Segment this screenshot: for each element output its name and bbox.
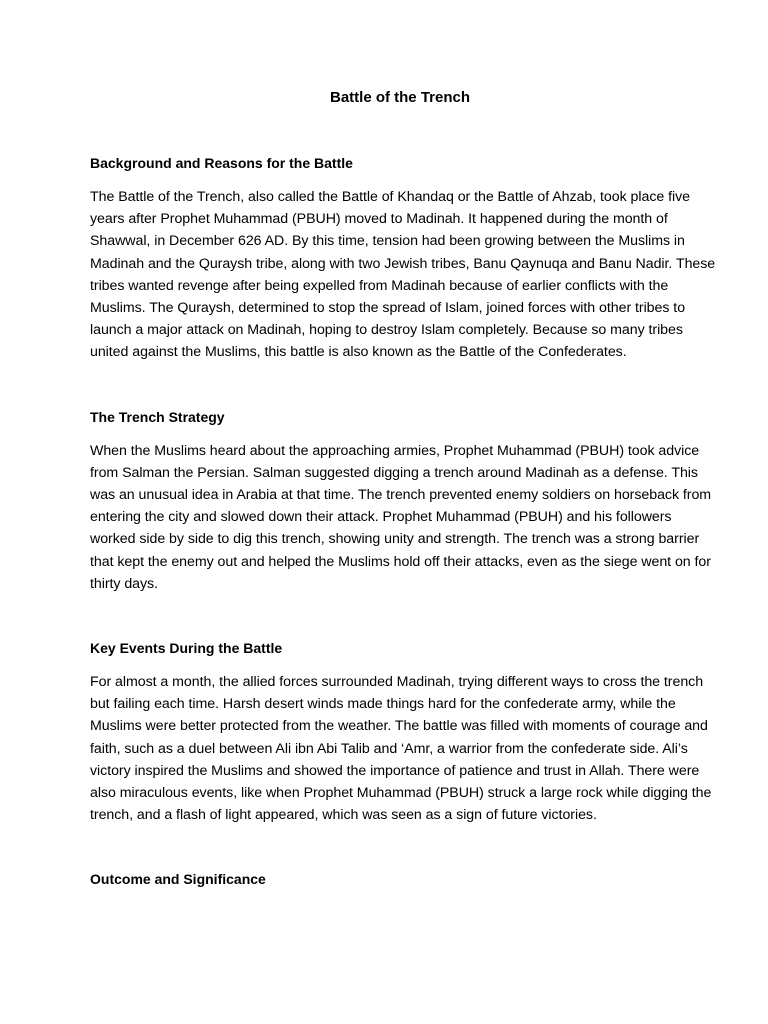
- section-heading: Key Events During the Battle: [90, 640, 283, 657]
- section-heading: Outcome and Significance: [90, 871, 266, 888]
- document-content: [90, 153, 718, 902]
- section-key-events: [90, 638, 718, 826]
- document-title: Battle of the Trench: [329, 89, 471, 106]
- section-heading: The Trench Strategy: [90, 408, 225, 425]
- section-outcome: [90, 869, 718, 889]
- section-background: [90, 153, 718, 364]
- section-paragraph: For almost a month, the allied forces surrounded Madinah, trying different ways to cross the trench but failing each time. Harsh desert winds made things hard for the confederate army, while the Muslims were better protected from the weather. The battle was filled with moments of courage and faith, such as a duel between Ali ibn Abi Talib and ‘Amr, a warrior from the confederate side. Ali’s victory inspired the Muslims and showed the importance of patience and trust in Allah. There were also miraculous events, like when Prophet Muhammad (PBUH) struck a large rock while digging the trench, and a flash of light appeared, which was seen as a sign of future victories.: [90, 674, 712, 824]
- section-trench-strategy: [90, 407, 718, 595]
- section-paragraph: The Battle of the Trench, also called the Battle of Khandaq or the Battle of Ahzab, took place five years after Prophet Muhammad (PBUH) moved to Madinah. It happened during the month of Shawwal, in December 626 AD. By this time, tension had been growing between the Muslims in Madinah and the Quraysh tribe, along with two Jewish tribes, Banu Qaynuqa and Banu Nadir. These tribes wanted revenge after being expelled from Madinah because of earlier conflicts with the Muslims. The Quraysh, determined to stop the spread of Islam, joined forces with other tribes to launch a major attack on Madinah, hoping to destroy Islam completely. Because so many tribes united against the Muslims, this battle is also known as the Battle of the Confederates.: [90, 189, 716, 361]
- section-heading: Background and Reasons for the Battle: [90, 155, 353, 171]
- section-paragraph: When the Muslims heard about the approaching armies, Prophet Muhammad (PBUH) took advice from Salman the Persian. Salman suggested digging a trench around Madinah as a defense. This was an unusual idea in Arabia at that time. The trench prevented enemy soldiers on horseback from entering the city and slowed down their attack. Prophet Muhammad (PBUH) and his followers worked side by side to dig this trench, showing unity and strength. The trench was a strong barrier that kept the enemy out and helped the Muslims hold off their attacks, even as the siege went on for thirty days.: [90, 442, 712, 592]
